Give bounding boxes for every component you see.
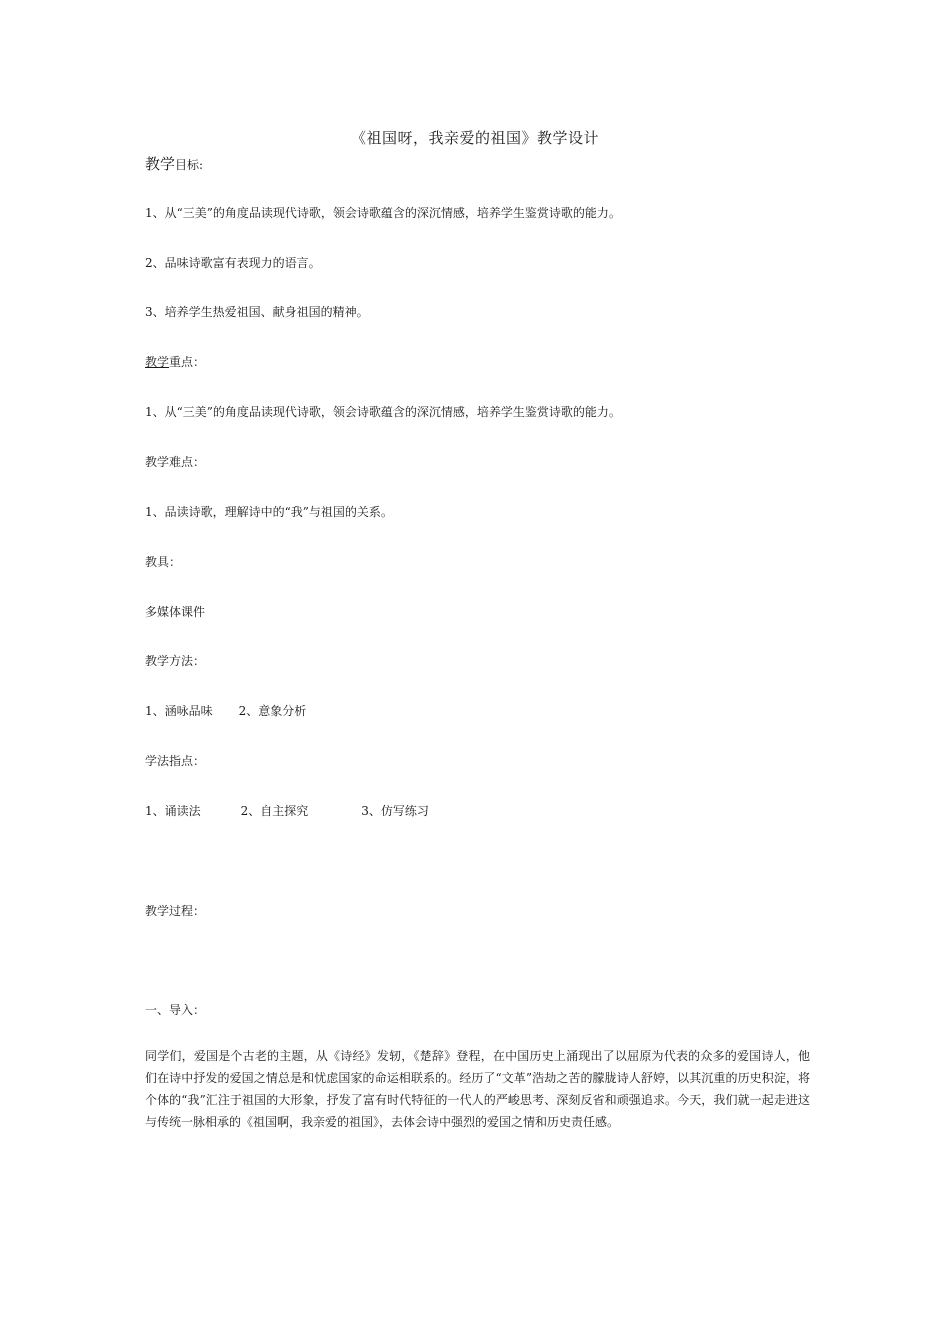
objectives-heading-tail: 目标: bbox=[175, 158, 204, 172]
intro-heading: 一、导入： bbox=[145, 1003, 206, 1017]
methods-list bbox=[145, 702, 306, 719]
tools-heading: 教具： bbox=[145, 555, 182, 569]
keypoint-item-1: 1、从“三美”的角度品读现代诗歌，领会诗歌蕴含的深沉情感，培养学生鉴赏诗歌的能力。 bbox=[145, 405, 621, 419]
method-item: 2、意象分析 bbox=[238, 704, 307, 718]
difficulty-heading: 教学难点： bbox=[145, 455, 206, 469]
objective-item-2: 2、品味诗歌富有表现力的语言。 bbox=[145, 256, 321, 270]
objectives-heading bbox=[145, 153, 203, 174]
method-item: 1、涵咏品味 bbox=[145, 704, 213, 718]
study-heading: 学法指点： bbox=[145, 754, 206, 768]
keypoints-heading-underlined: 教学 bbox=[145, 355, 170, 369]
objectives-heading-main: 教学 bbox=[145, 155, 176, 173]
objective-item-1: 1、从“三美”的角度品读现代诗歌，领会诗歌蕴含的深沉情感，培养学生鉴赏诗歌的能力。 bbox=[145, 206, 621, 220]
document-title: 《祖国呀，我亲爱的祖国》教学设计 bbox=[350, 129, 599, 147]
difficulty-item-1: 1、品读诗歌，理解诗中的“我”与祖国的关系。 bbox=[145, 505, 393, 519]
study-list bbox=[145, 802, 429, 819]
keypoints-heading bbox=[145, 353, 205, 370]
study-item: 1、诵读法 bbox=[145, 804, 201, 818]
tools-text: 多媒体课件 bbox=[145, 605, 206, 619]
objective-item-3: 3、培养学生热爱祖国、献身祖国的精神。 bbox=[145, 305, 369, 319]
process-heading: 教学过程： bbox=[145, 904, 206, 918]
study-item: 3、仿写练习 bbox=[361, 804, 429, 818]
intro-paragraph: 同学们，爱国是个古老的主题，从《诗经》发轫，《楚辞》登程，在中国历史上涌现出了以屈原为代表的众多的爱国诗人，他们在诗中抒发的爱国之情总是和忧虑国家的命运相联系的。经历了“文革”浩劫之苦的朦胧诗人舒婷，以其沉重的历史积淀，将个体的“我”汇注于祖国的大形象，抒发了富有时代特征的一代人的严峻思考、深刻反省和顽强追求。今天，我们就一起走进这与传统一脉相承的《祖国啊，我亲爱的祖国》，去体会诗中强烈的爱国之情和历史责任感。 bbox=[145, 1049, 810, 1129]
keypoints-heading-tail: 重点： bbox=[169, 355, 206, 369]
study-item: 2、自主探究 bbox=[240, 804, 309, 818]
methods-heading: 教学方法： bbox=[145, 654, 206, 668]
